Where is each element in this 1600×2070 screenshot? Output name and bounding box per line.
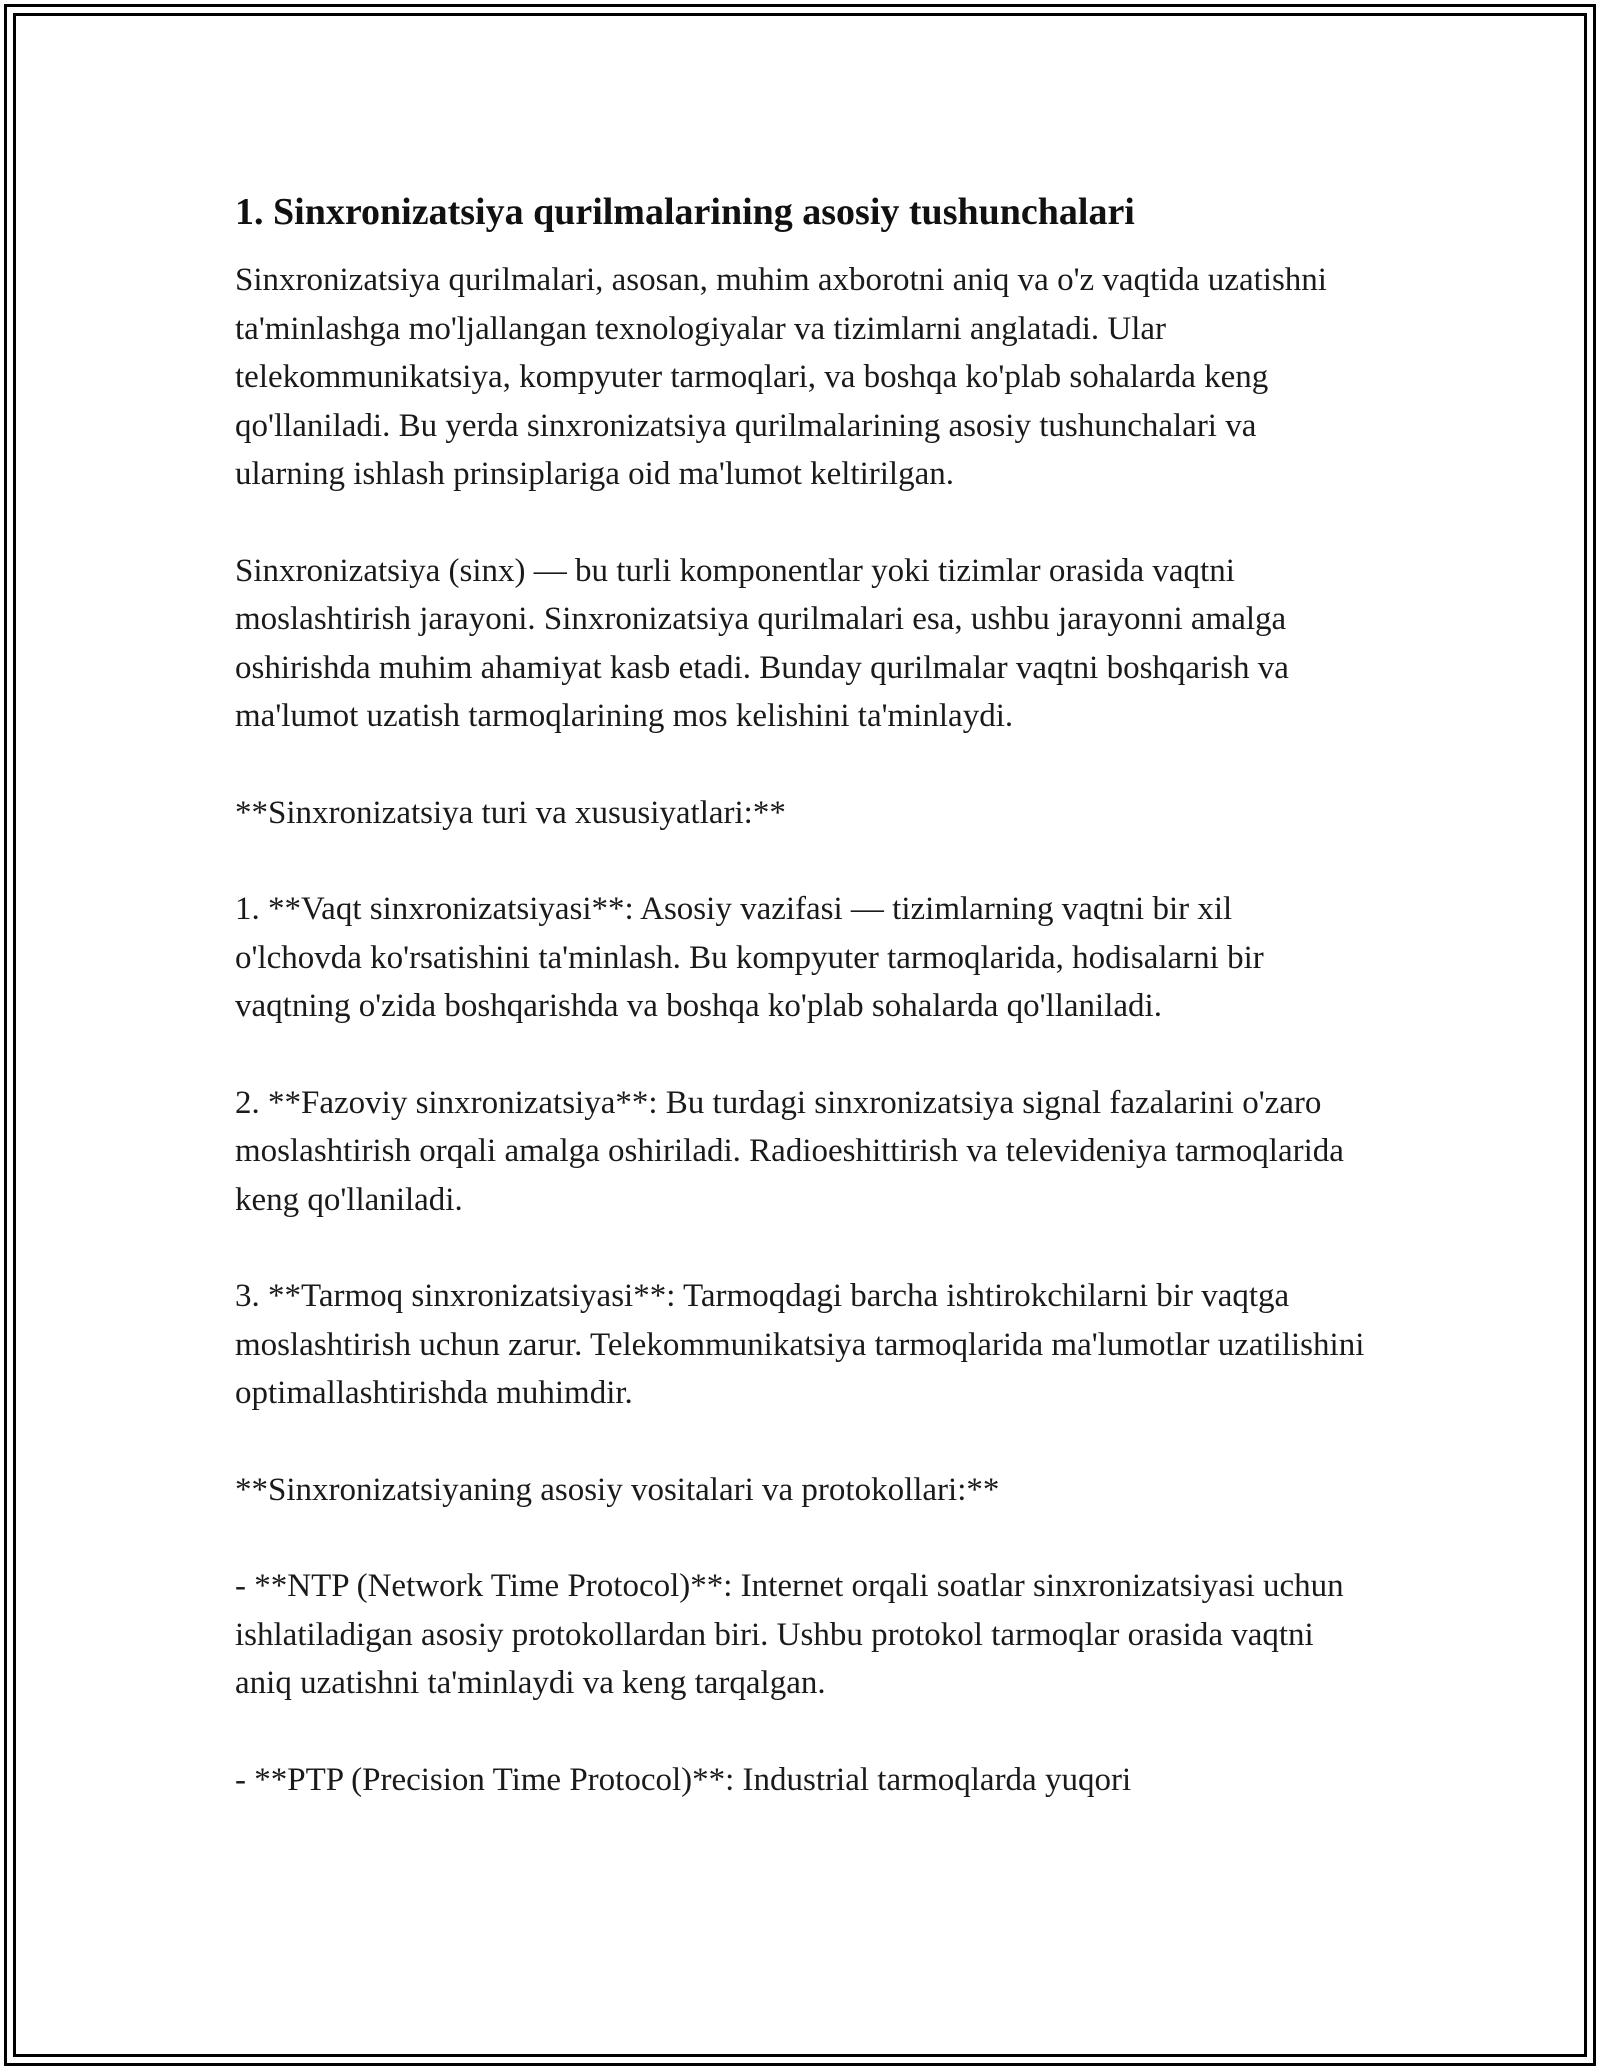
tools-heading-paragraph: **Sinxronizatsiyaning asosiy vositalari va protokollari:** [235, 1471, 1000, 1508]
network-sync-paragraph: 3. **Tarmoq sinxronizatsiyasi**: Tarmoqdagi barcha ishtirokchilarni bir vaqtga moslashtirish uchun zarur. Telekommunikatsiya tarmoqlarida ma'lumotlar uzatilishini optimallashtirishda muhimdir. [235, 1278, 1365, 1411]
intro-paragraph: Sinxronizatsiya qurilmalari, asosan, muhim axborotni aniq va o'z vaqtida uzatishni ta'minlashga mo'ljallangan texnologiyalar va tizimlarni anglatadi. Ular telekommunikatsiya, kompyuter tarmoqlari, va boshqa ko'plab sohalarda keng qo'llaniladi. Bu yerda sinxronizatsiya qurilmalarining asosiy tushunchalari va ularning ishlash prinsiplariga oid ma'lumot keltirilgan. [235, 262, 1327, 492]
time-sync-paragraph: 1. **Vaqt sinxronizatsiyasi**: Asosiy vazifasi — tizimlarning vaqtni bir xil o'lchovda ko'rsatishini ta'minlash. Bu kompyuter tarmoqlarida, hodisalarni bir vaqtning o'zida boshqarishda va boshqa ko'plab sohalarda qo'llaniladi. [235, 891, 1264, 1024]
types-heading-paragraph: **Sinxronizatsiya turi va xususiyatlari:** [235, 794, 786, 831]
ntp-paragraph: - **NTP (Network Time Protocol)**: Internet orqali soatlar sinxronizatsiyasi uchun ishlatiladigan asosiy protokollardan biri. Ushbu protokol tarmoqlar orasida vaqtni aniq uzatishni ta'minlaydi va keng tarqalgan. [235, 1568, 1344, 1701]
ptp-paragraph: - **PTP (Precision Time Protocol)**: Industrial tarmoqlarda yuqori [235, 1761, 1132, 1798]
document-body [235, 186, 1365, 1852]
definition-paragraph: Sinxronizatsiya (sinx) — bu turli komponentlar yoki tizimlar orasida vaqtni moslashtirish jarayoni. Sinxronizatsiya qurilmalari esa, ushbu jarayonni amalga oshirishda muhim ahamiyat kasb etadi. Bunday qurilmalar vaqtni boshqarish va ma'lumot uzatish tarmoqlarining mos kelishini ta'minlaydi. [235, 552, 1289, 734]
document-title: 1. Sinxronizatsiya qurilmalarining asosiy tushunchalari [235, 191, 1135, 233]
phase-sync-paragraph: 2. **Fazoviy sinxronizatsiya**: Bu turdagi sinxronizatsiya signal fazalarini o'zaro moslashtirish orqali amalga oshiriladi. Radioeshittirish va televideniya tarmoqlarida keng qo'llaniladi. [235, 1084, 1344, 1218]
